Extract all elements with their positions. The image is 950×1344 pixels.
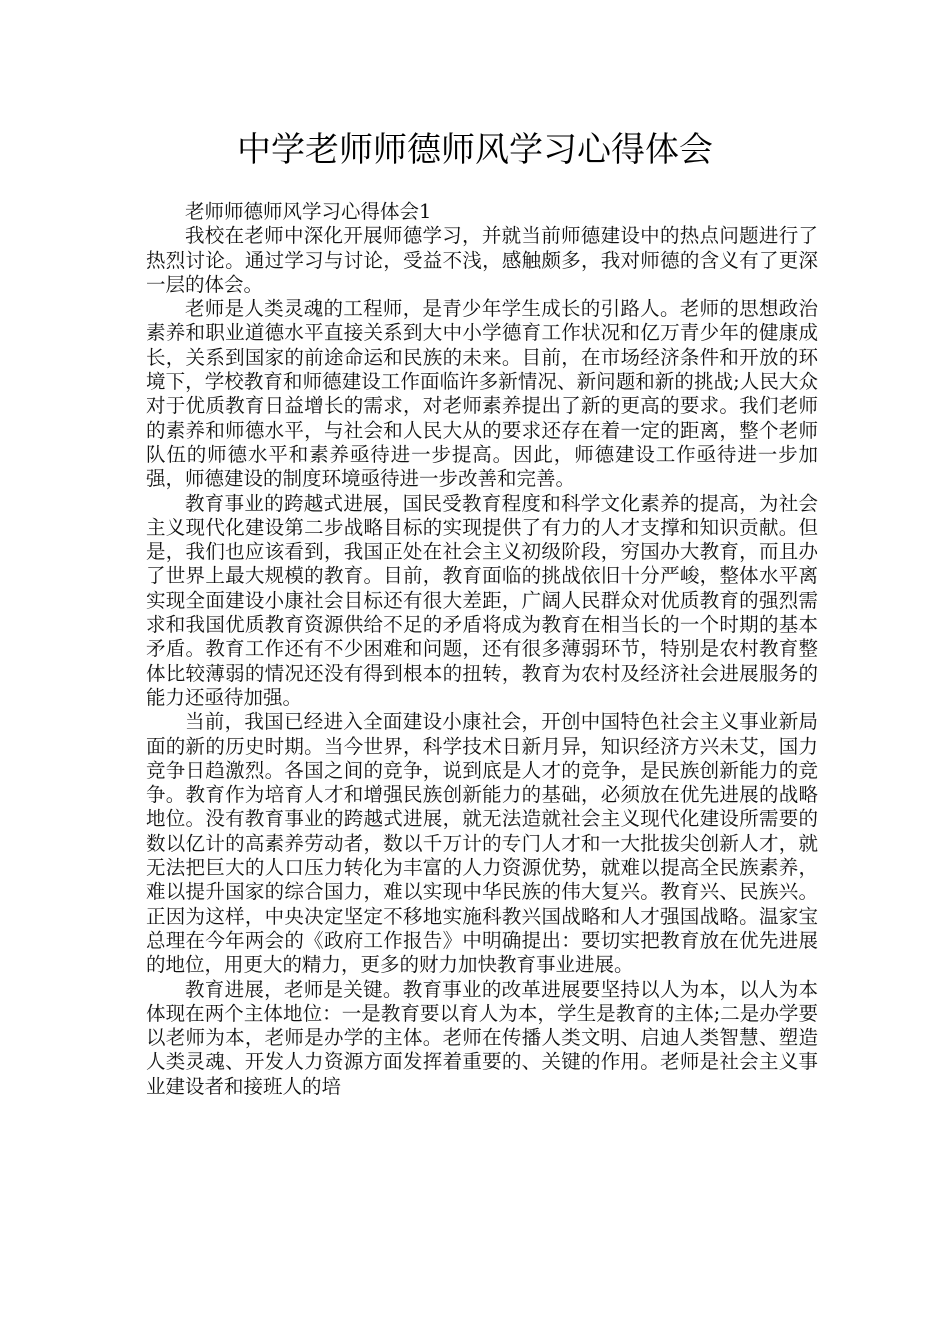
document-title: 中学老师师德师风学习心得体会	[237, 130, 713, 170]
paragraph: 当前，我国已经进入全面建设小康社会，开创中国特色社会主义事业新局面的新的历史时期。当今世界，科学技术日新月异，知识经济方兴未艾，国力竞争日趋激烈。各国之间的竞争，说到底是人才的竞争，是民族创新能力的竞争。教育作为培育人才和增强民族创新能力的基础，必须放在优先进展的战略地位。没有教育事业的跨越式进展，就无法造就社会主义现代化建设所需要的数以亿计的高素养劳动者，数以千万计的专门人才和一大批拔尖创新人才，就无法把巨大的人口压力转化为丰富的人力资源优势，就难以提高全民族素养，难以提升国家的综合国力，难以实现中华民族的伟大复兴。教育兴、民族兴。正因为这样，中央决定坚定不移地实施科教兴国战略和人才强国战略。温家宝总理在今年两会的《政府工作报告》中明确提出：要切实把教育放在优先进展的地位，用更大的精力，更多的财力加快教育事业进展。	[146, 710, 818, 977]
paragraph: 老师是人类灵魂的工程师，是青少年学生成长的引路人。老师的思想政治素养和职业道德水平直接关系到大中小学德育工作状况和亿万青少年的健康成长，关系到国家的前途命运和民族的未来。目前，在市场经济条件和开放的环境下，学校教育和师德建设工作面临许多新情况、新问题和新的挑战;人民大众对于优质教育日益增长的需求，对老师素养提出了新的更高的要求。我们老师的素养和师德水平，与社会和人民大从的要求还存在着一定的距离，整个老师队伍的师德水平和素养亟待进一步提高。因此，师德建设工作亟待进一步加强，师德建设的制度环境亟待进一步改善和完善。	[146, 297, 818, 491]
paragraph: 教育事业的跨越式进展，国民受教育程度和科学文化素养的提高，为社会主义现代化建设第二步战略目标的实现提供了有力的人才支撑和知识贡献。但是，我们也应该看到，我国正处在社会主义初级阶段，穷国办大教育，而且办了世界上最大规模的教育。目前，教育面临的挑战依旧十分严峻，整体水平离实现全面建设小康社会目标还有很大差距，广阔人民群众对优质教育的强烈需求和我国优质教育资源供给不足的矛盾将成为教育在相当长的一个时期的基本矛盾。教育工作还有不少困难和问题，还有很多薄弱环节，特别是农村教育整体比较薄弱的情况还没有得到根本的扭转，教育为农村及经济社会进展服务的能力还亟待加强。	[146, 491, 818, 709]
paragraph: 教育进展，老师是关键。教育事业的改革进展要坚持以人为本，以人为本体现在两个主体地位：一是教育要以育人为本，学生是教育的主体;二是办学要以老师为本，老师是办学的主体。老师在传播人类文明、启迪人类智慧、塑造人类灵魂、开发人力资源方面发挥着重要的、关键的作用。老师是社会主义事业建设者和接班人的培	[146, 977, 818, 1098]
section-heading: 老师师德师风学习心得体会1	[185, 200, 432, 223]
paragraph: 我校在老师中深化开展师德学习，并就当前师德建设中的热点问题进行了热烈讨论。通过学习与讨论，受益不浅，感触颇多，我对师德的含义有了更深一层的体会。	[146, 224, 818, 296]
document-body	[146, 200, 818, 1099]
